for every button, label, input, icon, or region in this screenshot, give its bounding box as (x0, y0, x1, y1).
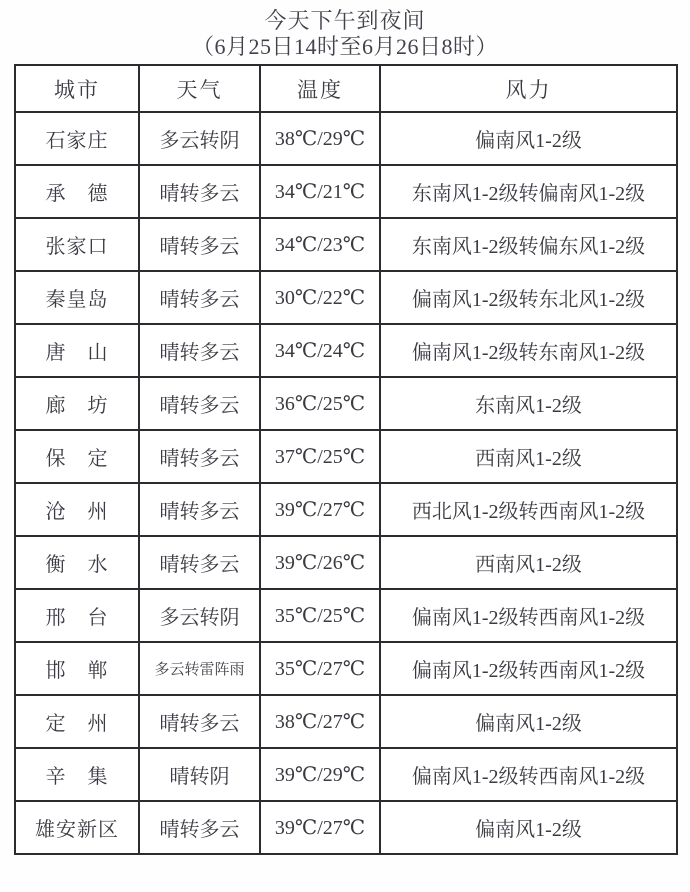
wind-cell: 偏南风1-2级转西南风1-2级 (380, 748, 677, 801)
weather-cell: 晴转多云 (139, 324, 260, 377)
column-header-wind: 风力 (380, 65, 677, 112)
wind-cell: 西北风1-2级转西南风1-2级 (380, 483, 677, 536)
table-row (15, 589, 677, 642)
table-row (15, 430, 677, 483)
wind-cell: 东南风1-2级转偏南风1-2级 (380, 165, 677, 218)
temperature-cell: 39℃/27℃ (260, 483, 380, 536)
temperature-cell: 39℃/27℃ (260, 801, 380, 854)
weather-cell: 多云转阴 (139, 589, 260, 642)
city-cell: 衡 水 (15, 536, 139, 589)
wind-cell: 偏南风1-2级 (380, 801, 677, 854)
wind-cell: 偏南风1-2级转西南风1-2级 (380, 642, 677, 695)
wind-cell: 偏南风1-2级转东北风1-2级 (380, 271, 677, 324)
temperature-cell: 35℃/25℃ (260, 589, 380, 642)
temperature-cell: 36℃/25℃ (260, 377, 380, 430)
weather-cell: 晴转多云 (139, 165, 260, 218)
city-cell: 邯 郸 (15, 642, 139, 695)
table-row (15, 324, 677, 377)
city-cell: 保 定 (15, 430, 139, 483)
city-cell: 廊 坊 (15, 377, 139, 430)
weather-cell: 晴转多云 (139, 801, 260, 854)
weather-cell: 晴转多云 (139, 271, 260, 324)
table-row (15, 112, 677, 165)
weather-cell: 多云转阴 (139, 112, 260, 165)
wind-cell: 西南风1-2级 (380, 430, 677, 483)
temperature-cell: 35℃/27℃ (260, 642, 380, 695)
column-header-city: 城市 (15, 65, 139, 112)
city-cell: 辛 集 (15, 748, 139, 801)
temperature-cell: 39℃/26℃ (260, 536, 380, 589)
weather-cell: 晴转多云 (139, 430, 260, 483)
city-cell: 雄安新区 (15, 801, 139, 854)
weather-cell: 多云转雷阵雨 (139, 642, 260, 695)
table-row (15, 218, 677, 271)
title-block (0, 0, 690, 60)
weather-cell: 晴转多云 (139, 483, 260, 536)
table-body (15, 112, 677, 854)
temperature-cell: 37℃/25℃ (260, 430, 380, 483)
wind-cell: 偏南风1-2级转东南风1-2级 (380, 324, 677, 377)
city-cell: 定 州 (15, 695, 139, 748)
temperature-cell: 30℃/22℃ (260, 271, 380, 324)
table-row (15, 801, 677, 854)
temperature-cell: 34℃/23℃ (260, 218, 380, 271)
city-cell: 秦皇岛 (15, 271, 139, 324)
table-row (15, 165, 677, 218)
wind-cell: 东南风1-2级转偏东风1-2级 (380, 218, 677, 271)
weather-cell: 晴转多云 (139, 377, 260, 430)
weather-cell: 晴转多云 (139, 695, 260, 748)
city-cell: 邢 台 (15, 589, 139, 642)
table-row (15, 271, 677, 324)
city-cell: 唐 山 (15, 324, 139, 377)
weather-table (14, 64, 678, 855)
temperature-cell: 38℃/29℃ (260, 112, 380, 165)
city-cell: 石家庄 (15, 112, 139, 165)
weather-cell: 晴转多云 (139, 536, 260, 589)
wind-cell: 偏南风1-2级 (380, 695, 677, 748)
table-row (15, 377, 677, 430)
page-subtitle: （6月25日14时至6月26日8时） (191, 34, 498, 59)
table-row (15, 536, 677, 589)
temperature-cell: 38℃/27℃ (260, 695, 380, 748)
city-cell: 承 德 (15, 165, 139, 218)
column-header-temperature: 温度 (260, 65, 380, 112)
temperature-cell: 34℃/21℃ (260, 165, 380, 218)
column-header-weather: 天气 (139, 65, 260, 112)
city-cell: 沧 州 (15, 483, 139, 536)
wind-cell: 偏南风1-2级转西南风1-2级 (380, 589, 677, 642)
temperature-cell: 39℃/29℃ (260, 748, 380, 801)
wind-cell: 偏南风1-2级 (380, 112, 677, 165)
temperature-cell: 34℃/24℃ (260, 324, 380, 377)
weather-cell: 晴转多云 (139, 218, 260, 271)
table-row (15, 642, 677, 695)
table-row (15, 483, 677, 536)
table-header-row (15, 65, 677, 112)
weather-cell: 晴转阴 (139, 748, 260, 801)
table-row (15, 695, 677, 748)
page-title: 今天下午到夜间 (264, 8, 426, 33)
wind-cell: 东南风1-2级 (380, 377, 677, 430)
wind-cell: 西南风1-2级 (380, 536, 677, 589)
city-cell: 张家口 (15, 218, 139, 271)
table-row (15, 748, 677, 801)
